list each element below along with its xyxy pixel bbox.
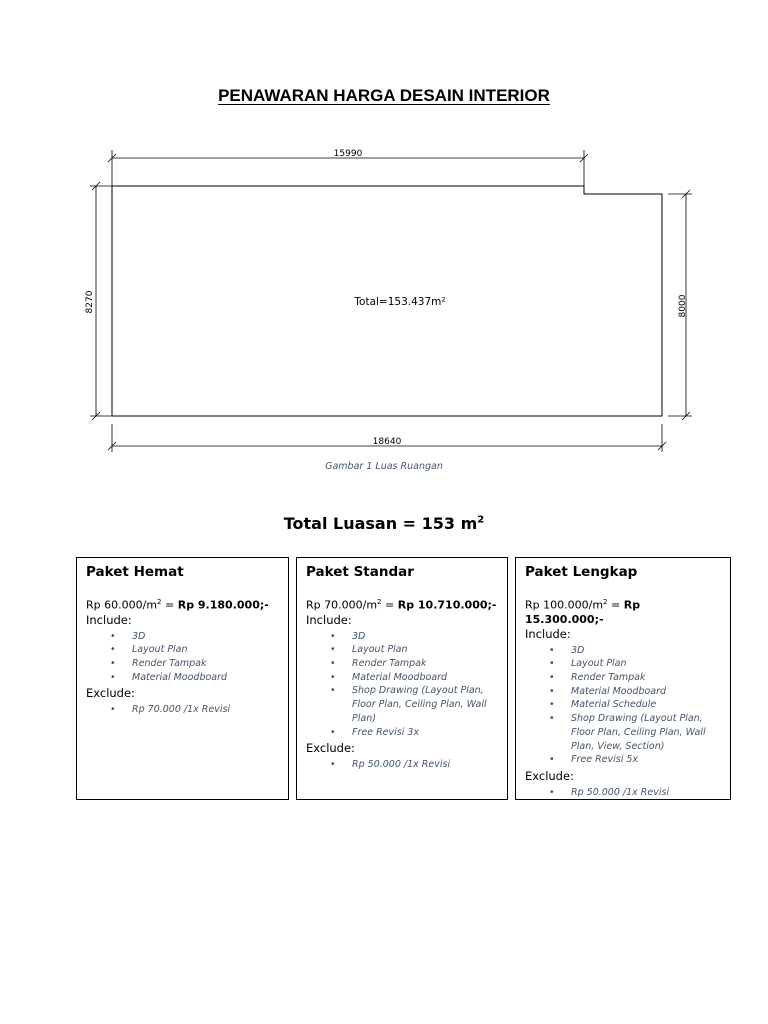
price-unit-sup: 2 <box>603 598 608 606</box>
list-item: • Rp 50.000 /1x Revisi <box>571 786 721 800</box>
price-rate: Rp 70.000/m <box>306 598 378 612</box>
exclude-label: Exclude: <box>86 686 135 701</box>
include-list <box>306 630 498 740</box>
document-title-text: PENAWARAN HARGA DESAIN INTERIOR <box>218 86 550 105</box>
list-item: • Layout Plan <box>132 643 279 657</box>
package-title: Paket Lengkap <box>525 564 638 580</box>
list-item: • Render Tampak <box>571 671 721 685</box>
list-item: • Material Moodboard <box>571 685 721 699</box>
exclude-list <box>306 758 498 772</box>
package-title: Paket Standar <box>306 564 414 580</box>
include-label: Include: <box>86 612 132 627</box>
exclude-list <box>525 786 721 800</box>
price-total: Rp 15.300.000;- <box>525 598 641 626</box>
package-card-lengkap <box>515 557 731 800</box>
total-area-text: Total Luasan = 153 m <box>283 514 478 533</box>
list-item: • Layout Plan <box>352 643 498 657</box>
price-total: Rp 10.710.000;- <box>397 598 497 612</box>
package-card-standar <box>296 557 508 800</box>
dim-bottom-label: 18640 <box>372 437 402 447</box>
exclude-label: Exclude: <box>306 741 355 756</box>
package-card-hemat <box>76 557 289 800</box>
list-item: • 3D <box>132 630 279 644</box>
exclude-list <box>86 703 279 717</box>
exclude-label: Exclude: <box>525 768 574 783</box>
total-area-unit-sup: 2 <box>477 514 485 526</box>
price-eq: = <box>607 598 624 612</box>
list-item: • Layout Plan <box>571 657 721 671</box>
list-item: • 3D <box>571 644 721 658</box>
list-item: • Material Schedule <box>571 698 721 712</box>
list-item: • Free Revisi 5x <box>571 753 721 767</box>
package-price <box>306 595 498 613</box>
list-item: • Rp 50.000 /1x Revisi <box>352 758 498 772</box>
include-label: Include: <box>525 626 571 641</box>
list-item: • Shop Drawing (Layout Plan, Floor Plan, Ceiling Plan, Wall Plan) <box>352 684 498 725</box>
price-rate: Rp 60.000/m <box>86 598 158 612</box>
list-item: • Render Tampak <box>132 657 279 671</box>
package-title: Paket Hemat <box>86 564 184 580</box>
price-unit-sup: 2 <box>157 598 162 606</box>
price-rate: Rp 100.000/m <box>525 598 604 612</box>
list-item: • Rp 70.000 /1x Revisi <box>132 703 279 717</box>
floor-plan-drawing <box>0 0 768 480</box>
include-list <box>86 630 279 685</box>
package-price <box>525 595 721 627</box>
list-item: • Material Moodboard <box>132 671 279 685</box>
include-list <box>525 644 721 767</box>
package-price <box>86 595 279 613</box>
list-item: • Render Tampak <box>352 657 498 671</box>
dim-left-label: 8270 <box>85 290 95 314</box>
price-unit-sup: 2 <box>377 598 382 606</box>
list-item: • 3D <box>352 630 498 644</box>
price-eq: = <box>381 598 398 612</box>
price-eq: = <box>161 598 178 612</box>
list-item: • Shop Drawing (Layout Plan, Floor Plan, Ceiling Plan, Wall Plan, View, Section) <box>571 712 721 753</box>
include-label: Include: <box>306 612 352 627</box>
list-item: • Material Moodboard <box>352 671 498 685</box>
dim-top-label: 15990 <box>333 149 363 159</box>
area-label: Total=153.437m² <box>354 296 446 308</box>
list-item: • Free Revisi 3x <box>352 726 498 740</box>
total-area <box>0 514 768 533</box>
figure-caption: Gambar 1 Luas Ruangan <box>325 461 443 472</box>
dim-right-label: 8000 <box>678 294 688 318</box>
price-total: Rp 9.180.000;- <box>177 598 269 612</box>
